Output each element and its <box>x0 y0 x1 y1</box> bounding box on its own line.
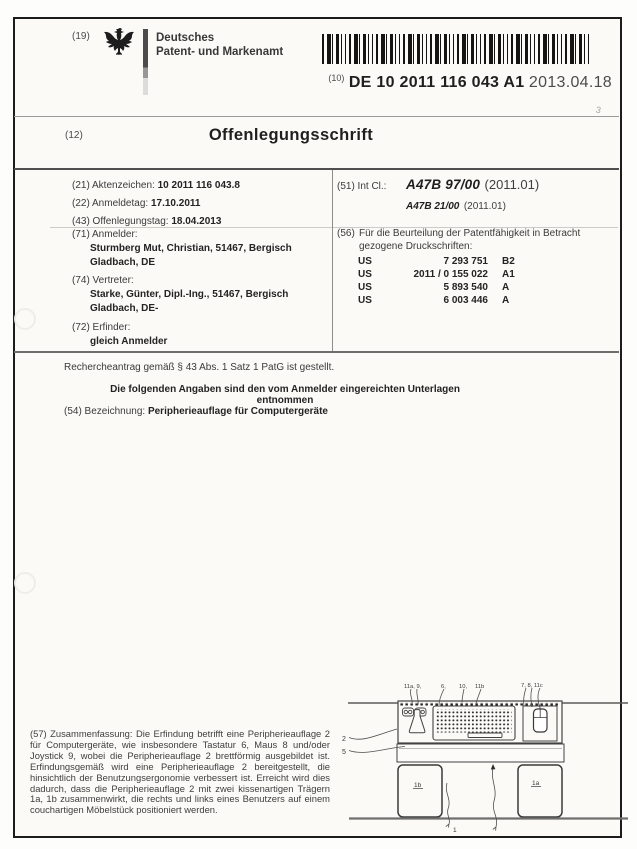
int-cl-primary: A47B 97/00 (2011.01) <box>406 177 540 192</box>
document-type-title: Offenlegungsschrift <box>208 126 374 144</box>
arrowhead-up <box>491 764 496 770</box>
field-vertreter-label: (74) Vertreter: <box>72 275 134 286</box>
field-erfinder-value: gleich Anmelder <box>90 336 168 347</box>
ref-label-1a: 1a <box>532 780 540 787</box>
citation-number: 7 293 751 <box>443 256 488 267</box>
publication-date: 2013.04.18 <box>528 74 612 91</box>
field-anmelder-value: Sturmberg Mut, Christian, 51467, Bergisch Gladbach, DE <box>90 243 292 268</box>
punch-hole <box>14 308 36 330</box>
logo-divider-bar <box>143 29 148 95</box>
ref-label-1b: 1b <box>414 782 422 789</box>
field-offenlegungstag: (43) Offenlegungstag: 18.04.2013 <box>72 216 222 227</box>
tray-front-band <box>397 744 564 762</box>
ref-label-1: 1 <box>453 827 457 834</box>
abstract-label: (57) Zusammenfassung: <box>30 728 133 739</box>
ref-label-10: 10, <box>459 684 468 690</box>
ref-label-6: 6, <box>441 684 446 690</box>
ref-label-2: 2 <box>342 736 346 743</box>
horizontal-rule <box>14 351 619 353</box>
field-anmeldetag: (22) Anmeldetag: 17.10.2011 <box>72 198 201 209</box>
citations-table <box>358 256 528 308</box>
int-cl-secondary: A47B 21/00 (2011.01) <box>406 201 506 212</box>
publication-number: DE 10 2011 116 043 A1 <box>348 74 525 91</box>
citation-number: 6 003 446 <box>443 295 488 306</box>
publication-line <box>290 73 612 92</box>
citation-country: US <box>358 295 372 306</box>
office-name-line2: Patent- und Markenamt <box>156 46 284 58</box>
disclaimer-notice: Die folgenden Angaben sind den vom Anmelder eingereichten Unterlagen entnommen <box>110 384 460 406</box>
dotted-edge-strip <box>400 702 560 706</box>
inid-10: (10) <box>328 73 345 83</box>
patent-drawing <box>335 675 632 847</box>
punch-hole <box>14 572 36 594</box>
horizontal-rule <box>14 116 619 117</box>
field-bezeichnung: (54) Bezeichnung: Peripherieauflage für Computergeräte <box>64 406 328 417</box>
ref-label-11b: 11b <box>475 684 485 690</box>
office-name <box>156 31 283 59</box>
inid-12: (12) <box>65 130 83 141</box>
ref-label-11a-9: 11a, 9, <box>404 684 422 690</box>
office-name-line1: Deutsches <box>156 32 215 44</box>
cushion-right <box>518 765 562 817</box>
citation-country: US <box>358 282 372 293</box>
citation-number: 2011 / 0 155 022 <box>413 269 488 280</box>
citation-kind: B2 <box>502 256 515 267</box>
ref-label-5: 5 <box>342 749 346 756</box>
column-divider <box>332 170 333 351</box>
citation-kind: A <box>502 282 510 293</box>
citation-number: 5 893 540 <box>443 282 488 293</box>
spacebar <box>468 733 502 738</box>
inid-19: (19) <box>72 31 90 42</box>
filing-fields <box>72 177 240 231</box>
barcode <box>322 34 589 64</box>
pencil-mark: 3 <box>595 104 603 116</box>
abstract <box>30 729 330 816</box>
keyboard-keys <box>437 709 512 733</box>
field-anmelder-label: (71) Anmelder: <box>72 229 138 240</box>
horizontal-rule <box>14 168 619 170</box>
citation-country: US <box>358 256 372 267</box>
federal-eagle-icon <box>102 26 136 62</box>
cushion-left <box>398 765 442 817</box>
field-erfinder-label: (72) Erfinder: <box>72 322 131 333</box>
ref-label-7-8-11c: 7, 8, 11c <box>521 683 543 689</box>
recherche-notice: Rechercheantrag gemäß § 43 Abs. 1 Satz 1 PatG ist gestellt. <box>64 362 335 373</box>
citation-kind: A <box>502 295 510 306</box>
field-int-cl-label: (51) Int Cl.: <box>337 181 387 192</box>
field-aktenzeichen: (21) Aktenzeichen: 10 2011 116 043.8 <box>72 180 240 191</box>
field-vertreter-value: Starke, Günter, Dipl.-Ing., 51467, Bergisch Gladbach, DE- <box>90 289 289 314</box>
citation-kind: A1 <box>502 269 515 280</box>
field-druckschriften-label: (56) Für die Beurteilung der Patentfähigkeit in Betracht gezogene Druckschriften: <box>337 228 581 252</box>
citation-country: US <box>358 269 372 280</box>
abstract-text: Die Erfindung betrifft eine Peripherieauflage 2 für Computergeräte, wie insbesondere Tastatur 6, Maus 8 und/oder Joystick 9, wobei die Peripherieauflage 2 brettförmig ausgebildet ist. Erfindungsgemäß wird eine Peripherieauflage 2 bereitgestellt, die hinsichtlich der Benutzungsergonomie verbessert ist. Erreicht wird dies dadurch, dass die Peripherieauflage 2 mit zwei kissenartigen Trägern 1a, 1b zusammenwirkt, die rechts und links eines Benutzers auf einem couchartigen Möbelstück positioniert werden. <box>30 728 330 816</box>
